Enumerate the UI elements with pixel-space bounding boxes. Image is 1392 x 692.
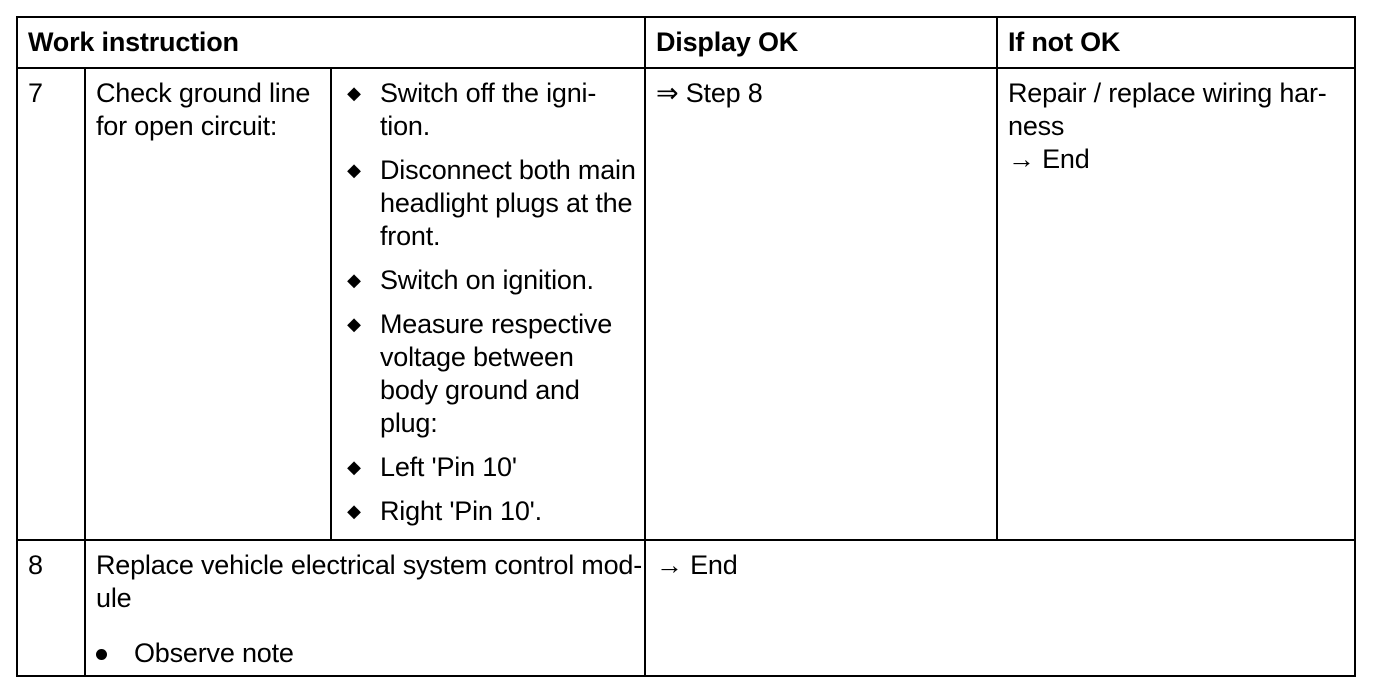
list-item: ◆ Left 'Pin 10' (344, 451, 642, 484)
row-divider (18, 539, 1354, 541)
diamond-bullet-icon: ◆ (347, 501, 361, 521)
header-display-ok: Display OK (656, 27, 799, 57)
header-work-instruction: Work instruction (28, 27, 239, 57)
description-line: ule (96, 583, 132, 613)
if-not-ok-line: ness (1008, 111, 1065, 141)
header-if-not-ok: If not OK (1008, 27, 1121, 57)
col-divider-actions (330, 67, 332, 539)
display-ok-value: ⇒ Step 8 (656, 78, 763, 108)
list-item: ◆ Measure respective voltage between body ground and plug: (344, 308, 642, 440)
list-item: ◆ Right 'Pin 10'. (344, 495, 642, 528)
diamond-bullet-icon: ◆ (347, 160, 361, 180)
action-list (344, 77, 642, 528)
diamond-bullet-icon: ◆ (347, 270, 361, 290)
round-bullet-icon (96, 649, 107, 660)
step-description (96, 77, 326, 143)
step-description (96, 549, 644, 670)
diamond-bullet-icon: ◆ (347, 457, 361, 477)
header-divider (18, 67, 1354, 69)
list-item: ◆ Disconnect both main headlight plugs at the front. (344, 154, 642, 253)
work-instruction-table (16, 16, 1356, 677)
description-line: for open circuit: (96, 111, 278, 141)
if-not-ok-cell (1008, 77, 1348, 176)
description-line: Replace vehicle electrical system control mod- (96, 550, 643, 580)
step-number: 7 (28, 78, 43, 108)
diamond-bullet-icon: ◆ (347, 83, 361, 103)
action-list-cell (344, 77, 642, 539)
note-text: Observe note (134, 638, 294, 668)
list-item: ◆ Switch off the igni- tion. (344, 77, 642, 143)
display-ok-value: → End (656, 550, 738, 580)
description-line: Check ground line (96, 78, 311, 108)
col-divider-display (644, 18, 646, 675)
col-divider-step (84, 67, 86, 675)
list-item: ◆ Switch on ignition. (344, 264, 642, 297)
if-not-ok-line: Repair / replace wiring har- (1008, 78, 1327, 108)
step-number: 8 (28, 550, 43, 580)
col-divider-ifnot (996, 18, 998, 539)
diamond-bullet-icon: ◆ (347, 314, 361, 334)
note-bullet-item (96, 637, 644, 670)
if-not-ok-line: → End (1008, 144, 1090, 174)
